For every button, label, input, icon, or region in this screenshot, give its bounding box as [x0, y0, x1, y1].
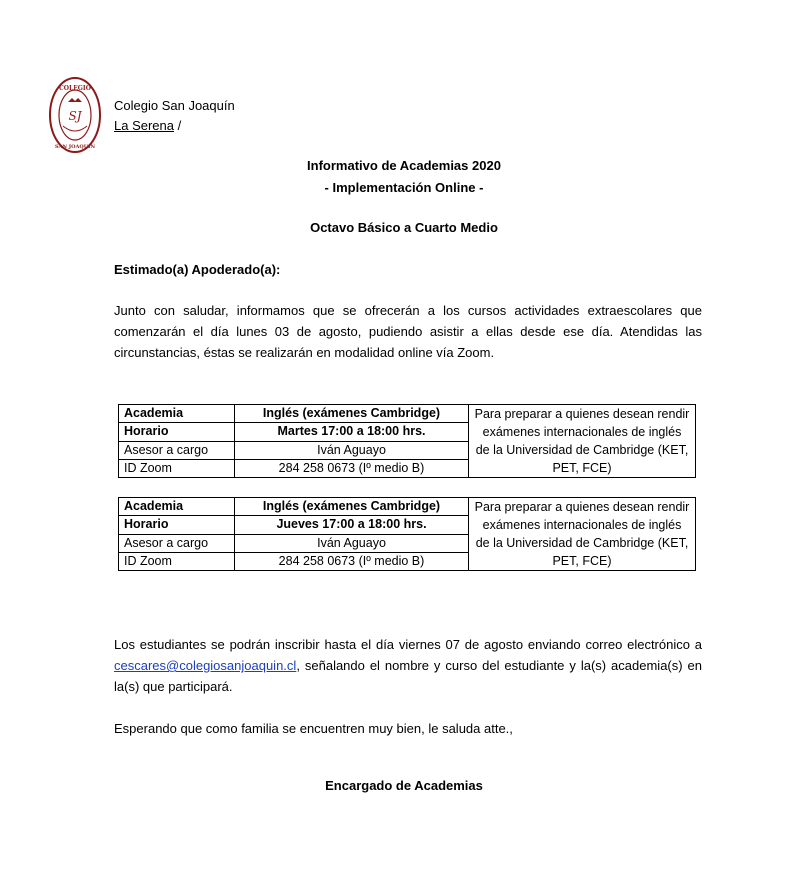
enrollment-text-after: , señalando el nombre y curso del estudiante y la(s) academia(s) en la(s) que participará. — [114, 658, 702, 694]
signature: Encargado de Academias — [325, 778, 483, 793]
academy-description: Para preparar a quienes desean rendir exámenes internacionales de inglés de la Universidad de Cambridge (KET, PET, FCE) — [469, 498, 696, 571]
asesor-label: Asesor a cargo — [119, 441, 235, 459]
horario-value: Jueves 17:00 a 18:00 hrs. — [235, 516, 469, 534]
logo-monogram: SJ — [68, 109, 82, 123]
horario-label: Horario — [119, 516, 235, 534]
asesor-label: Asesor a cargo — [119, 534, 235, 552]
enrollment-paragraph — [114, 634, 702, 697]
zoom-label: ID Zoom — [119, 459, 235, 477]
school-city: La Serena — [114, 118, 174, 133]
academia-value: Inglés (exámenes Cambridge) — [235, 405, 469, 423]
school-name: Colegio San Joaquín — [114, 98, 235, 113]
intro-paragraph: Junto con saludar, informamos que se ofrecerán a los cursos actividades extraescolares que comenzarán el día lunes 03 de agosto, pudiendo asistir a ellas desde ese día. Atendidas las circunstancias, éstas se realizarán en modalidad online vía Zoom. — [114, 303, 702, 360]
academia-label: Academia — [119, 405, 235, 423]
asesor-value: Iván Aguayo — [235, 441, 469, 459]
contact-email-link[interactable]: cescares@colegiosanjoaquin.cl — [114, 658, 297, 673]
academy-table-1 — [118, 404, 696, 478]
academy-table-2 — [118, 497, 696, 571]
school-header: Colegio San Joaquín La Serena / — [114, 98, 235, 133]
document-title: Informativo de Academias 2020 — [307, 158, 501, 173]
document-subtitle: - Implementación Online - — [324, 180, 484, 195]
academia-label: Academia — [119, 498, 235, 516]
logo-text-top: COLEGIO — [59, 85, 91, 92]
horario-value: Martes 17:00 a 18:00 hrs. — [235, 423, 469, 441]
closing-paragraph: Esperando que como familia se encuentren muy bien, le saluda atte., — [114, 721, 513, 736]
academy-description: Para preparar a quienes desean rendir exámenes internacionales de inglés de la Universidad de Cambridge (KET, PET, FCE) — [469, 405, 696, 478]
levels-heading: Octavo Básico a Cuarto Medio — [310, 220, 498, 235]
zoom-value: 284 258 0673 (Iº medio B) — [235, 459, 469, 477]
academia-value: Inglés (exámenes Cambridge) — [235, 498, 469, 516]
zoom-value: 284 258 0673 (Iº medio B) — [235, 552, 469, 570]
zoom-label: ID Zoom — [119, 552, 235, 570]
logo-text-bottom: SAN JOAQUIN — [54, 144, 96, 150]
enrollment-text-before: Los estudiantes se podrán inscribir hasta el día viernes 07 de agosto enviando correo electrónico a — [114, 637, 702, 652]
asesor-value: Iván Aguayo — [235, 534, 469, 552]
school-crest-logo — [48, 76, 102, 154]
greeting: Estimado(a) Apoderado(a): — [114, 262, 281, 277]
horario-label: Horario — [119, 423, 235, 441]
